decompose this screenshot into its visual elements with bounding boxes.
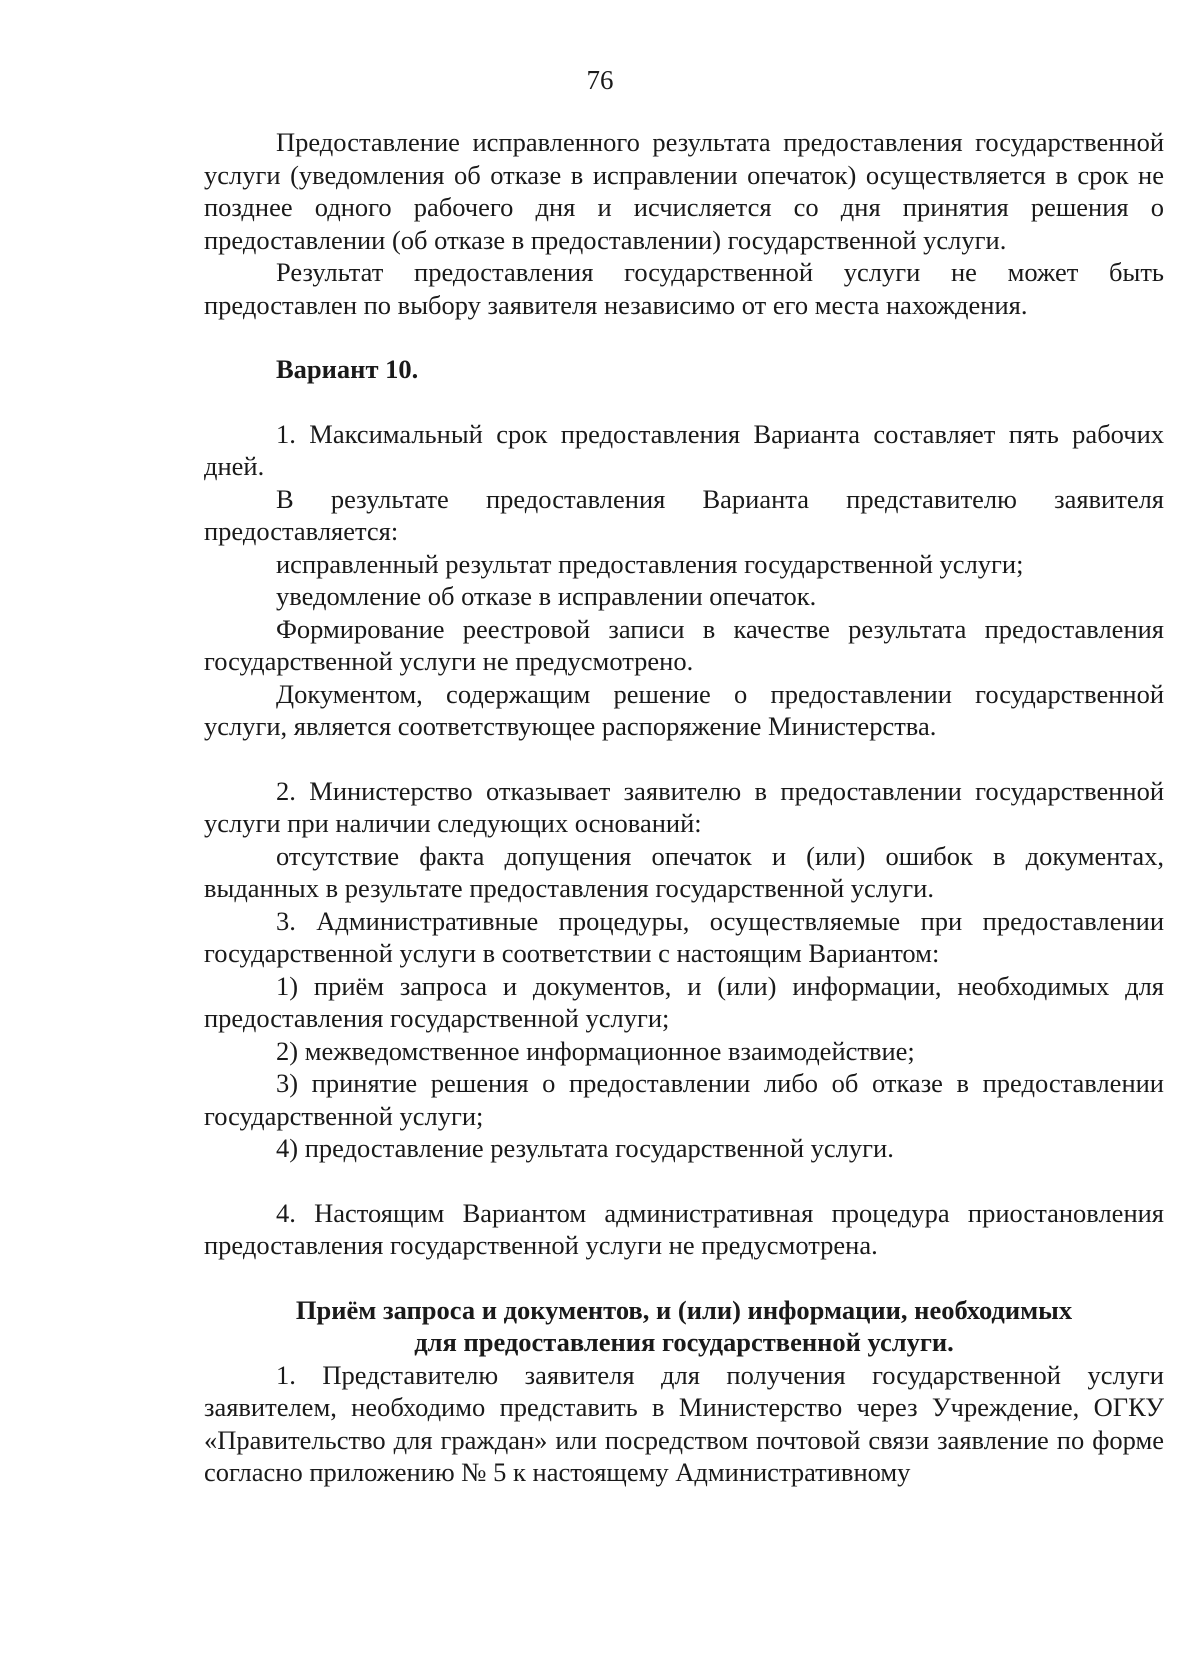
paragraph: 2. Министерство отказывает заявителю в предоставлении государственной услуги при наличии следующих оснований: xyxy=(204,775,1164,838)
list-item: 3) принятие решения о предоставлении либо об отказе в предоставлении государственной услуги; xyxy=(204,1068,1164,1131)
paragraph: Формирование реестровой записи в качестве результата предоставления государственной услуги не предусмотрено. xyxy=(204,613,1164,676)
list-item: 2) межведомственное информационное взаимодействие; xyxy=(276,1035,915,1066)
section-heading-line: Приём запроса и документов, и (или) информации, необходимых xyxy=(295,1294,1073,1325)
variant-heading: Вариант 10. xyxy=(276,354,419,384)
section-heading xyxy=(204,1294,1164,1359)
paragraph: 4. Настоящим Вариантом административная процедура приостановления предоставления государственной услуги не предусмотрена. xyxy=(204,1197,1164,1260)
list-item: исправленный результат предоставления государственной услуги; xyxy=(276,548,1024,579)
list-item: уведомление об отказе в исправлении опечаток. xyxy=(276,581,817,611)
paragraph: В результате предоставления Варианта представителю заявителя предоставляется: xyxy=(204,483,1164,546)
paragraph: Документом, содержащим решение о предоставлении государственной услуги, является соответствующее распоряжение Министерства. xyxy=(204,678,1164,741)
section-heading-line: для предоставления государственной услуги. xyxy=(414,1327,954,1357)
paragraph: Результат предоставления государственной услуги не может быть предоставлен по выбору заявителя независимо от его места нахождения. xyxy=(204,257,1164,320)
document-body xyxy=(204,126,1164,1489)
list-item: 1) приём запроса и документов, и (или) информации, необходимых для предоставления государственной услуги; xyxy=(204,970,1164,1033)
paragraph: отсутствие факта допущения опечаток и (или) ошибок в документах, выданных в результате предоставления государственной услуги. xyxy=(204,840,1164,903)
list-item: 4) предоставление результата государственной услуги. xyxy=(276,1133,894,1163)
paragraph: 3. Административные процедуры, осуществляемые при предоставлении государственной услуги в соответствии с настоящим Вариантом: xyxy=(204,905,1164,968)
page-number: 76 xyxy=(586,65,614,95)
paragraph: 1. Максимальный срок предоставления Варианта составляет пять рабочих дней. xyxy=(204,418,1164,481)
paragraph: Предоставление исправленного результата предоставления государственной услуги (уведомления об отказе в исправлении опечаток) осуществляется в срок не позднее одного рабочего дня и исчисляется со дня принятия решения о предоставлении (об отказе в предоставлении) государственной услуги. xyxy=(204,127,1164,255)
paragraph: 1. Представителю заявителя для получения государственной услуги заявителем, необходимо представить в Министерство через Учреждение, ОГКУ «Правительство для граждан» или посредством почтовой связи заявление по форме согласно приложению № 5 к настоящему Административному xyxy=(204,1359,1164,1487)
